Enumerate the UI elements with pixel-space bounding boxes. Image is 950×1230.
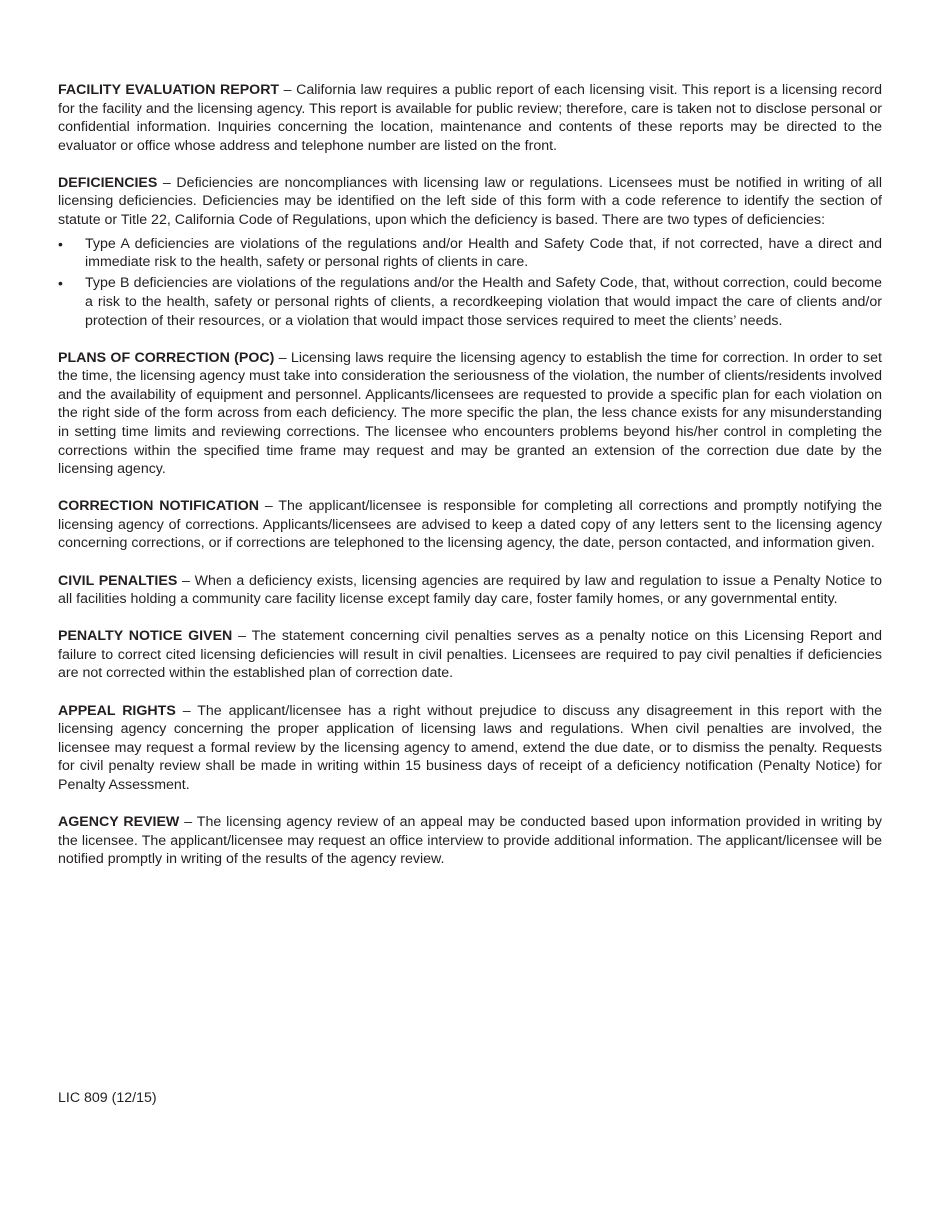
section-heading: CORRECTION NOTIFICATION: [58, 498, 260, 515]
section-heading: CIVIL PENALTIES: [58, 572, 178, 589]
section-heading: FACILITY EVALUATION REPORT: [58, 82, 280, 98]
list-item-type-a: [58, 235, 882, 272]
section-paragraph: [58, 702, 882, 795]
list-item-type-b: [58, 274, 882, 330]
bullet-icon: •: [58, 275, 63, 292]
bullet-icon: •: [58, 235, 63, 252]
section-heading: APPEAL RIGHTS: [58, 702, 176, 719]
section-appeal-rights: [58, 702, 882, 795]
section-agency-review: [58, 813, 882, 869]
section-paragraph: [58, 81, 882, 155]
section-text: – California law requires a public report of each licensing visit. This report is a licensing record for the facility and the licensing agency. This report is available for public review; therefore, care is taken not to disclose personal or confidential information. Inquiries concerning the location, maintenance and contents of these reports may be directed to the evaluator or office whose address and telephone number are listed on the front.: [58, 82, 882, 154]
section-plans-of-correction: [58, 349, 882, 479]
list-item-text: Type B deficiencies are violations of the regulations and/or the Health and Safety Code, that, without correction, could become a risk to the health, safety or personal rights of clients, a recordkeeping violation that would impact the care of clients and/or protection of their resources, or a violation that would impact those services required to meet the clients’ needs.: [85, 275, 882, 329]
section-paragraph: [58, 813, 882, 869]
section-paragraph: [58, 349, 882, 479]
section-text: – Deficiencies are noncompliances with licensing law or regulations. Licensees must be notified in writing of all licensing deficiencies. Deficiencies may be identified on the left side of this form with a code reference to identify the section of statute or Title 22, California Code of Regulations, upon which the deficiency is based. There are two types of deficiencies:: [58, 174, 882, 229]
section-text: – The applicant/licensee has a right without prejudice to discuss any disagreement in this report with the licensing agency concerning the proper application of licensing laws and regulations. When civil penalties are involved, the licensee may request a formal review by the licensing agency to amend, extend the due date, or to dismiss the penalty. Requests for civil penalty review shall be made in writing within 15 business days of receipt of a deficiency notification (Penalty Notice) for Penalty Assessment.: [58, 702, 882, 793]
section-correction-notification: [58, 497, 882, 553]
section-paragraph: [58, 627, 882, 683]
section-heading: PENALTY NOTICE GIVEN: [58, 628, 233, 645]
section-text: – The statement concerning civil penalties serves as a penalty notice on this Licensing Report and failure to correct cited licensing deficiencies will result in civil penalties. Licensees are required to pay civil penalties if deficiencies are not corrected within the established plan of correction date.: [58, 628, 882, 682]
section-deficiencies: [58, 174, 882, 330]
list-item-text: Type A deficiencies are violations of the regulations and/or Health and Safety Code that, if not corrected, have a direct and immediate risk to the health, safety or personal rights of clients in care.: [85, 235, 882, 271]
section-text: – The licensing agency review of an appeal may be conducted based upon information provided in writing by the licensee. The applicant/licensee may request an office interview to provide additional information. The applicant/licensee will be notified promptly in writing of the results of the agency review.: [58, 814, 882, 868]
section-text: – When a deficiency exists, licensing agencies are required by law and regulation to issue a Penalty Notice to all facilities holding a community care facility license except family day care, foster family homes, or any governmental entity.: [58, 572, 882, 608]
section-heading: PLANS OF CORRECTION (POC): [58, 349, 275, 366]
section-text: – The applicant/licensee is responsible for completing all corrections and promptly notifying the licensing agency of corrections. Applicants/licensees are advised to keep a dated copy of any letters sent to the licensing agency concerning corrections, or if corrections are telephoned to the licensing agency, the date, person contacted, and information given.: [58, 498, 882, 552]
section-facility-evaluation-report: [58, 81, 882, 155]
section-civil-penalties: [58, 572, 882, 609]
deficiency-types-list: [58, 235, 882, 330]
section-heading: AGENCY REVIEW: [58, 814, 180, 830]
section-paragraph: [58, 174, 882, 230]
section-text: – Licensing laws require the licensing agency to establish the time for correction. In order to set the time, the licensing agency must take into consideration the seriousness of the violation, the number of clients/residents involved and the availability of equipment and personnel. Applicants/licensees are requested to provide a specific plan for each violation on the right side of the form across from each deficiency. The more specific the plan, the less chance exists for any misunderstanding in setting time limits and reviewing corrections. The licensee who encounters problems beyond his/her control in completing the corrections within the specified time frame may request and may be granted an extension of the correction due date by the licensing agency.: [58, 349, 882, 478]
document-body: [58, 81, 882, 887]
section-paragraph: [58, 497, 882, 553]
form-number: LIC 809 (12/15): [58, 1090, 157, 1106]
section-penalty-notice-given: [58, 627, 882, 683]
section-heading: DEFICIENCIES: [58, 174, 158, 191]
section-paragraph: [58, 572, 882, 609]
